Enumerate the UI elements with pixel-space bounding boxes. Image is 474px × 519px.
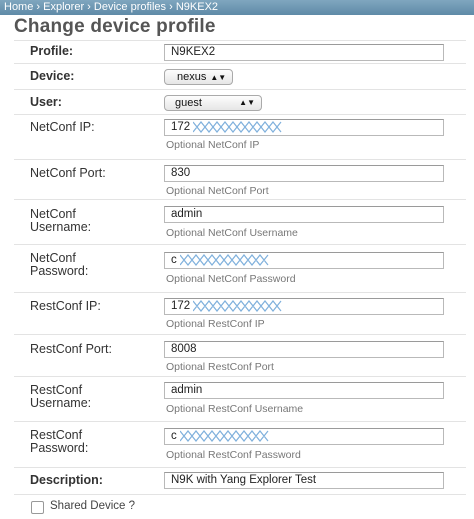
- redaction-scribble: [180, 253, 270, 267]
- breadcrumb-explorer[interactable]: Explorer: [43, 1, 85, 13]
- netconf-password-input[interactable]: [164, 252, 444, 269]
- restconf-password-label: RestConf Password:: [30, 428, 89, 455]
- profile-label: Profile:: [30, 44, 74, 58]
- netconf-ip-value: 172: [171, 121, 191, 134]
- device-select-value: nexus: [177, 71, 207, 83]
- netconf-ip-help: Optional NetConf IP: [166, 139, 260, 151]
- description-label: Description:: [30, 473, 103, 487]
- profile-input[interactable]: N9KEX2: [164, 44, 444, 61]
- restconf-password-help: Optional RestConf Password: [166, 449, 301, 461]
- device-select[interactable]: [164, 69, 233, 85]
- restconf-password-input[interactable]: [164, 428, 444, 445]
- profile-row: [14, 40, 466, 63]
- restconf-username-help: Optional RestConf Username: [166, 403, 304, 415]
- redaction-scribble: [193, 299, 283, 313]
- restconf-password-value: c: [171, 430, 177, 443]
- netconf-ip-label: NetConf IP:: [30, 120, 95, 134]
- shared-device-label: Shared Device ?: [50, 500, 136, 512]
- restconf-username-row: [14, 376, 466, 421]
- breadcrumb-current: N9KEX2: [175, 1, 219, 13]
- restconf-port-input[interactable]: 8008: [164, 341, 444, 358]
- netconf-ip-input[interactable]: [164, 119, 444, 136]
- netconf-ip-row: [14, 114, 466, 159]
- netconf-port-row: [14, 159, 466, 199]
- restconf-ip-value: 172: [171, 300, 191, 313]
- device-label: Device:: [30, 69, 75, 83]
- redaction-scribble: [180, 429, 270, 443]
- breadcrumb-home[interactable]: Home: [4, 1, 34, 13]
- restconf-port-label: RestConf Port:: [30, 342, 112, 356]
- device-profile-form: [14, 40, 466, 491]
- netconf-password-value: c: [171, 254, 177, 267]
- page-title: Change device profile: [14, 16, 216, 37]
- shared-device-checkbox[interactable]: [31, 501, 44, 514]
- description-input[interactable]: N9K with Yang Explorer Test: [164, 472, 444, 489]
- netconf-username-input[interactable]: admin: [164, 206, 444, 223]
- breadcrumb-separator: ›: [87, 1, 91, 13]
- netconf-password-row: [14, 244, 466, 292]
- netconf-port-label: NetConf Port:: [30, 166, 106, 180]
- redaction-scribble: [193, 120, 283, 134]
- breadcrumb-device-profiles[interactable]: Device profiles: [93, 1, 167, 13]
- netconf-port-help: Optional NetConf Port: [166, 185, 269, 197]
- restconf-port-help: Optional RestConf Port: [166, 361, 274, 373]
- user-label: User:: [30, 95, 62, 109]
- netconf-username-row: [14, 199, 466, 244]
- netconf-port-input[interactable]: 830: [164, 165, 444, 182]
- shared-device-row: [14, 494, 466, 519]
- user-select[interactable]: [164, 95, 262, 111]
- user-select-value: guest: [175, 97, 202, 109]
- netconf-username-label: NetConf Username:: [30, 207, 92, 234]
- restconf-password-row: [14, 421, 466, 467]
- breadcrumb: [0, 0, 474, 15]
- restconf-port-row: [14, 334, 466, 376]
- restconf-ip-row: [14, 292, 466, 334]
- restconf-ip-label: RestConf IP:: [30, 299, 101, 313]
- netconf-username-help: Optional NetConf Username: [166, 227, 298, 239]
- breadcrumb-separator: ›: [36, 1, 41, 13]
- restconf-ip-input[interactable]: [164, 298, 444, 315]
- restconf-username-label: RestConf Username:: [30, 383, 92, 410]
- breadcrumb-separator: ›: [169, 1, 173, 13]
- netconf-password-help: Optional NetConf Password: [166, 273, 296, 285]
- device-row: [14, 63, 466, 89]
- restconf-username-input[interactable]: admin: [164, 382, 444, 399]
- restconf-ip-help: Optional RestConf IP: [166, 318, 265, 330]
- select-arrows-icon: ▲▼: [239, 98, 255, 107]
- netconf-password-label: NetConf Password:: [30, 251, 89, 278]
- select-arrows-icon: ▲▼: [210, 73, 227, 82]
- user-row: [14, 89, 466, 114]
- description-row: [14, 467, 466, 491]
